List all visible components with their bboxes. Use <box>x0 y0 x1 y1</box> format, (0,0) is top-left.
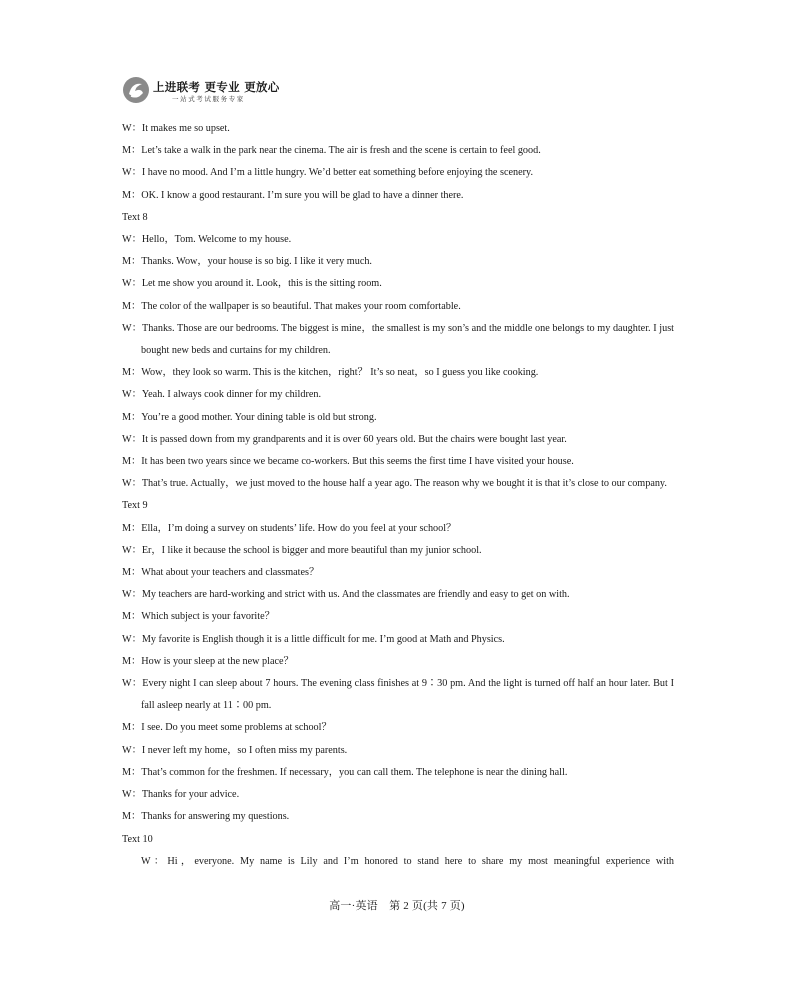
transcript-line <box>122 651 674 673</box>
speaker-label: M： <box>122 411 142 423</box>
transcript-line <box>122 540 674 562</box>
transcript-line <box>122 429 674 451</box>
line-text: You’re a good mother. Your dining table is old but strong. <box>141 411 377 423</box>
transcript-line <box>122 296 674 318</box>
line-text: Thanks for your advice. <box>141 789 240 801</box>
speaker-label: M： <box>122 655 142 667</box>
line-text: I have no mood. And I’m a little hungry. We’d better eat something before enjoying the scenery. <box>141 167 533 179</box>
brand-tagline: 一站式考试服务专家 <box>172 95 245 103</box>
line-text: Er，I like it because the school is bigger and more beautiful than my junior school. <box>141 544 482 556</box>
line-text: My teachers are hard-working and strict with us. And the classmates are friendly and easy to get on with. <box>141 589 570 601</box>
speaker-label: M： <box>122 611 142 623</box>
line-text: Text 9 <box>122 500 148 512</box>
line-text: I see. Do you meet some problems at school？ <box>141 722 332 734</box>
line-text: Let me show you around it. Look，this is the sitting room. <box>141 278 382 290</box>
speaker-label: M： <box>122 456 142 468</box>
speaker-label: W： <box>122 234 142 246</box>
transcript-line <box>122 673 674 717</box>
transcript-line <box>122 629 674 651</box>
line-text: Hi，everyone. My name is Lily and I’m honored to stand here to share my most meaningful experience with <box>167 855 674 867</box>
line-text: How is your sleep at the new place？ <box>141 655 294 667</box>
page-footer: 高一·英语 第 2 页(共 7 页) <box>329 900 465 912</box>
line-text: It makes me so upset. <box>141 123 230 134</box>
transcript-line <box>122 806 674 828</box>
line-text: Text 8 <box>122 211 148 223</box>
speaker-label: W： <box>122 123 142 134</box>
speaker-label: M： <box>122 766 142 778</box>
transcript-line <box>122 251 674 273</box>
speaker-label: M： <box>122 522 142 534</box>
speaker-label: W： <box>122 589 142 601</box>
transcript-line <box>122 407 674 429</box>
transcript-line <box>122 762 674 784</box>
speaker-label: M： <box>122 567 142 579</box>
page-header <box>122 76 422 106</box>
speaker-label: M： <box>122 145 142 157</box>
section-heading <box>122 495 674 517</box>
speaker-label: M： <box>122 367 142 379</box>
transcript-line <box>122 185 674 207</box>
transcript-line <box>122 451 674 473</box>
speaker-label: W： <box>122 544 142 556</box>
line-text: It is passed down from my grandparents and it is over 60 years old. But the chairs were bought last year. <box>141 433 567 445</box>
line-text: Let’s take a walk in the park near the cinema. The air is fresh and the scene is certain to feel good. <box>141 145 541 157</box>
transcript-line <box>122 273 674 295</box>
transcript-line <box>122 518 674 540</box>
section-heading <box>122 207 674 229</box>
transcript-line <box>122 384 674 406</box>
line-text: The color of the wallpaper is so beautiful. That makes your room comfortable. <box>141 300 461 312</box>
speaker-label: W： <box>122 678 143 690</box>
speaker-label: W： <box>122 389 142 401</box>
transcript-line <box>122 362 674 384</box>
line-text: Every night I can sleep about 7 hours. The evening class finishes at 9∶30 pm. And the light is turned off half an hour later. But I fall asleep nearly at 11∶00 pm. <box>141 678 674 712</box>
speaker-label: W： <box>141 855 168 867</box>
speaker-label: M： <box>122 811 142 823</box>
line-text: Wow，they look so warm. This is the kitchen，right？ It’s so neat，so I guess you like cooking. <box>141 367 539 379</box>
section-heading <box>122 829 674 851</box>
line-text: Ella，I’m doing a survey on students’ life. How do you feel at your school？ <box>141 522 457 534</box>
line-text: What about your teachers and classmates？ <box>141 567 320 579</box>
line-text: Thanks. Wow，your house is so big. I like it very much. <box>141 256 372 268</box>
line-text: It has been two years since we became co-workers. But this seems the first time I have visited your house. <box>141 456 574 468</box>
speaker-label: M： <box>122 189 142 201</box>
transcript-line <box>122 118 674 140</box>
transcript-line <box>122 740 674 762</box>
line-text: Thanks for answering my questions. <box>141 811 290 823</box>
transcript-line <box>122 584 674 606</box>
speaker-label: W： <box>122 278 142 290</box>
speaker-label: M： <box>122 722 142 734</box>
speaker-label: W： <box>122 478 142 490</box>
speaker-label: W： <box>122 322 143 334</box>
speaker-label: W： <box>122 744 142 756</box>
transcript-line <box>122 606 674 628</box>
speaker-label: W： <box>122 789 142 801</box>
speaker-label: W： <box>122 167 142 179</box>
line-text: That’s true. Actually，we just moved to the house half a year ago. The reason why we bought it is that it’s close to our company. <box>141 478 667 490</box>
transcript-line <box>122 229 674 251</box>
speaker-label: W： <box>122 633 142 645</box>
transcript-line <box>122 562 674 584</box>
transcript-line <box>122 318 674 362</box>
line-text: My favorite is English though it is a little difficult for me. I’m good at Math and Physics. <box>141 633 505 645</box>
speaker-label: M： <box>122 256 142 268</box>
line-text: That’s common for the freshmen. If necessary，you can call them. The telephone is near the dining hall. <box>141 766 568 778</box>
brand-slogan: 上进联考 更专业 更放心 <box>153 80 280 94</box>
line-text: Text 10 <box>122 833 153 845</box>
line-text: Thanks. Those are our bedrooms. The biggest is mine，the smallest is my son’s and the middle one belongs to my daughter. I just bought new beds and curtains for my children. <box>141 322 674 357</box>
transcript-line <box>122 784 674 806</box>
line-text: I never left my home，so I often miss my parents. <box>141 744 348 756</box>
transcript-line <box>122 140 674 162</box>
transcript-line <box>122 717 674 739</box>
line-text: Which subject is your favorite？ <box>141 611 275 623</box>
line-text: OK. I know a good restaurant. I’m sure you will be glad to have a dinner there. <box>141 189 464 201</box>
line-text: Yeah. I always cook dinner for my children. <box>141 389 321 401</box>
logo-icon <box>122 76 150 104</box>
transcript-line <box>122 851 674 873</box>
transcript-line <box>122 473 674 495</box>
transcript-line <box>122 162 674 184</box>
speaker-label: M： <box>122 300 142 312</box>
speaker-label: W： <box>122 433 142 445</box>
transcript <box>122 118 674 873</box>
line-text: Hello，Tom. Welcome to my house. <box>141 234 292 246</box>
